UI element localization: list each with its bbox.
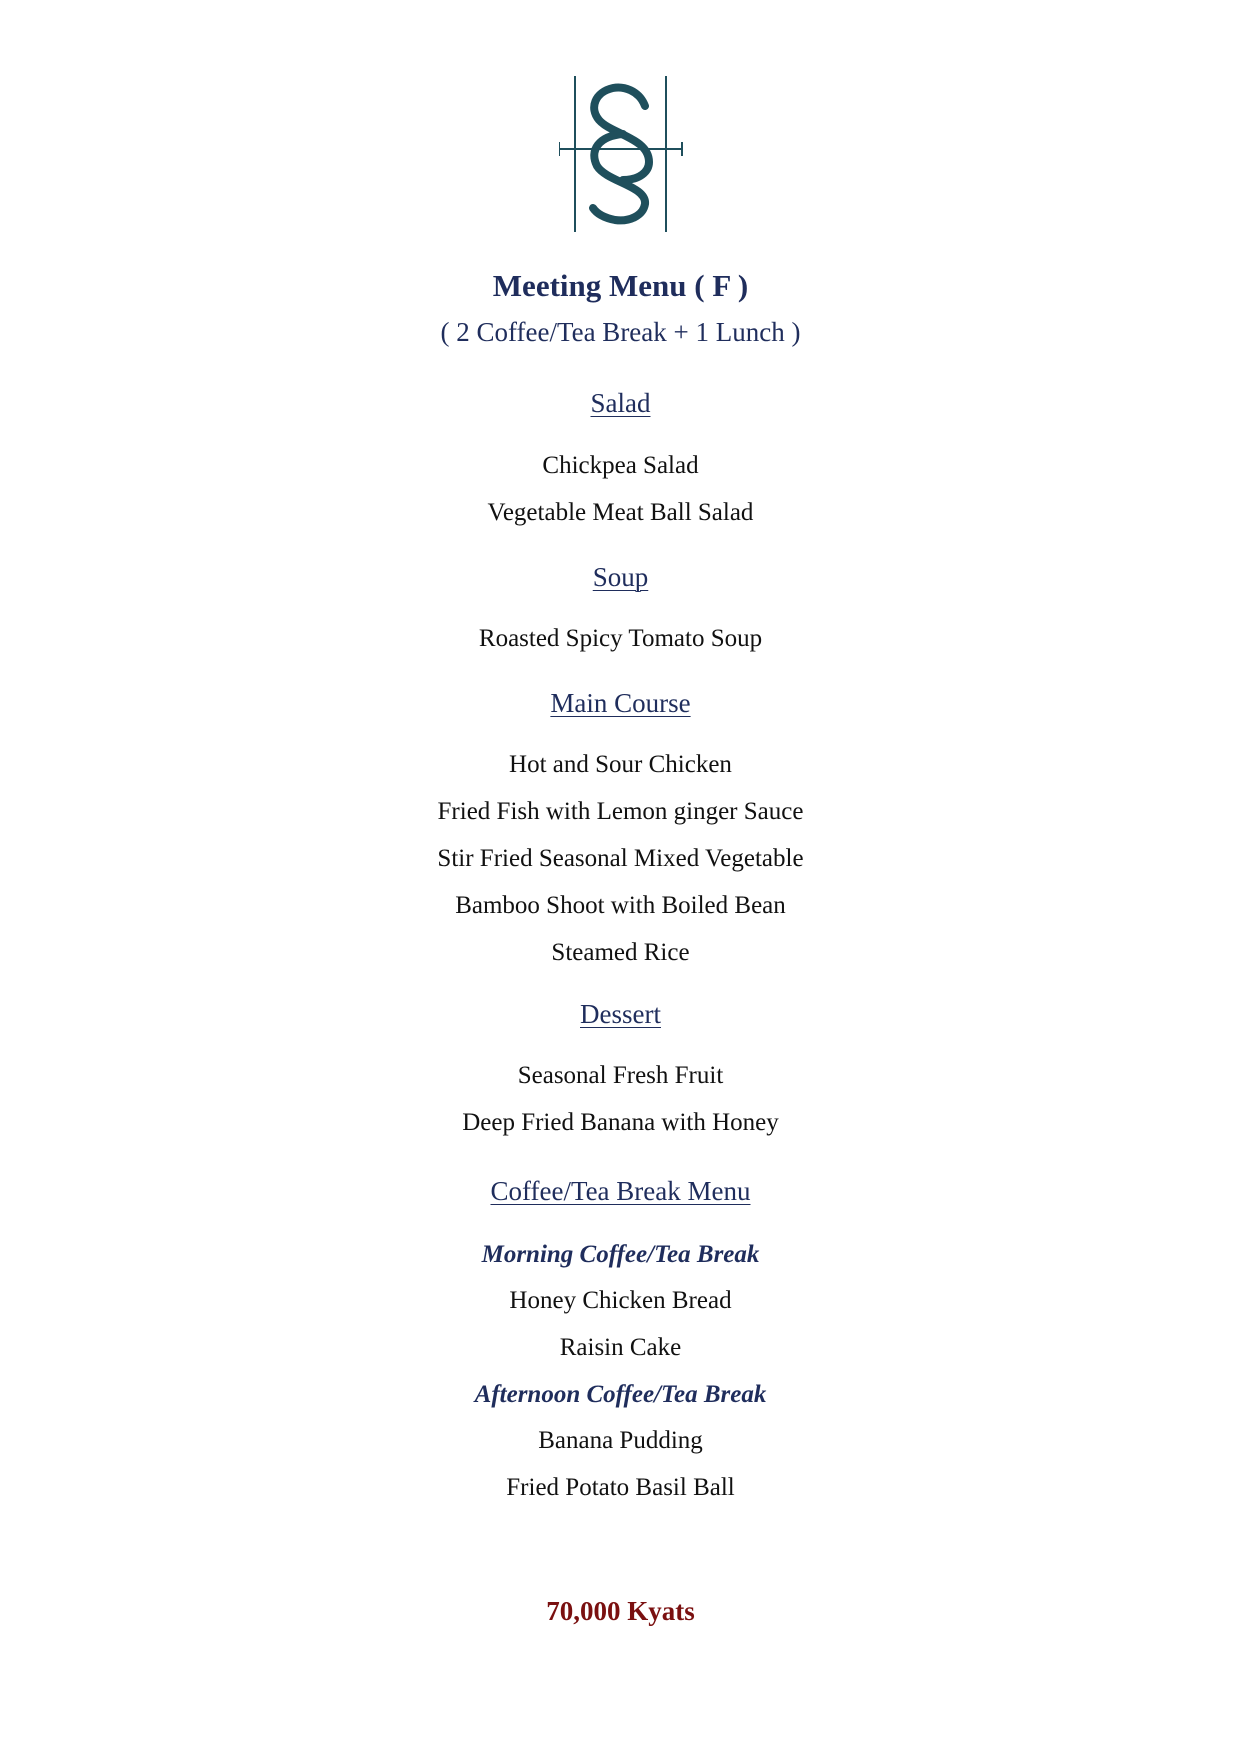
menu-item: Bamboo Shoot with Boiled Bean [455,892,786,919]
menu-item: Honey Chicken Bread [509,1287,732,1314]
menu-item: Fried Fish with Lemon ginger Sauce [437,798,804,825]
menu-item: Stir Fried Seasonal Mixed Vegetable [437,845,804,872]
menu-price: 70,000 Kyats [546,1596,695,1626]
subheading-morning-break: Morning Coffee/Tea Break [481,1241,760,1268]
section-heading-dessert: Dessert [580,999,661,1029]
menu-item: Hot and Sour Chicken [509,751,732,778]
ss-monogram-icon [559,76,683,232]
menu-item: Steamed Rice [551,939,690,966]
menu-item: Chickpea Salad [542,452,699,479]
section-heading-main-course: Main Course [550,688,691,718]
menu-subtitle: ( 2 Coffee/Tea Break + 1 Lunch ) [440,317,801,347]
section-heading-coffee-tea-break: Coffee/Tea Break Menu [490,1176,751,1206]
menu-item: Roasted Spicy Tomato Soup [478,625,763,652]
menu-item: Deep Fried Banana with Honey [462,1109,779,1136]
menu-item: Raisin Cake [559,1334,682,1361]
subheading-afternoon-break: Afternoon Coffee/Tea Break [474,1381,767,1408]
menu-item: Seasonal Fresh Fruit [517,1062,724,1089]
menu-item: Vegetable Meat Ball Salad [487,499,754,526]
menu-title: Meeting Menu ( F ) [492,268,749,303]
section-heading-salad: Salad [590,388,651,418]
section-heading-soup: Soup [592,562,649,592]
ss-monogram-logo [559,76,683,232]
menu-item: Fried Potato Basil Ball [506,1474,735,1501]
menu-item: Banana Pudding [538,1427,703,1454]
